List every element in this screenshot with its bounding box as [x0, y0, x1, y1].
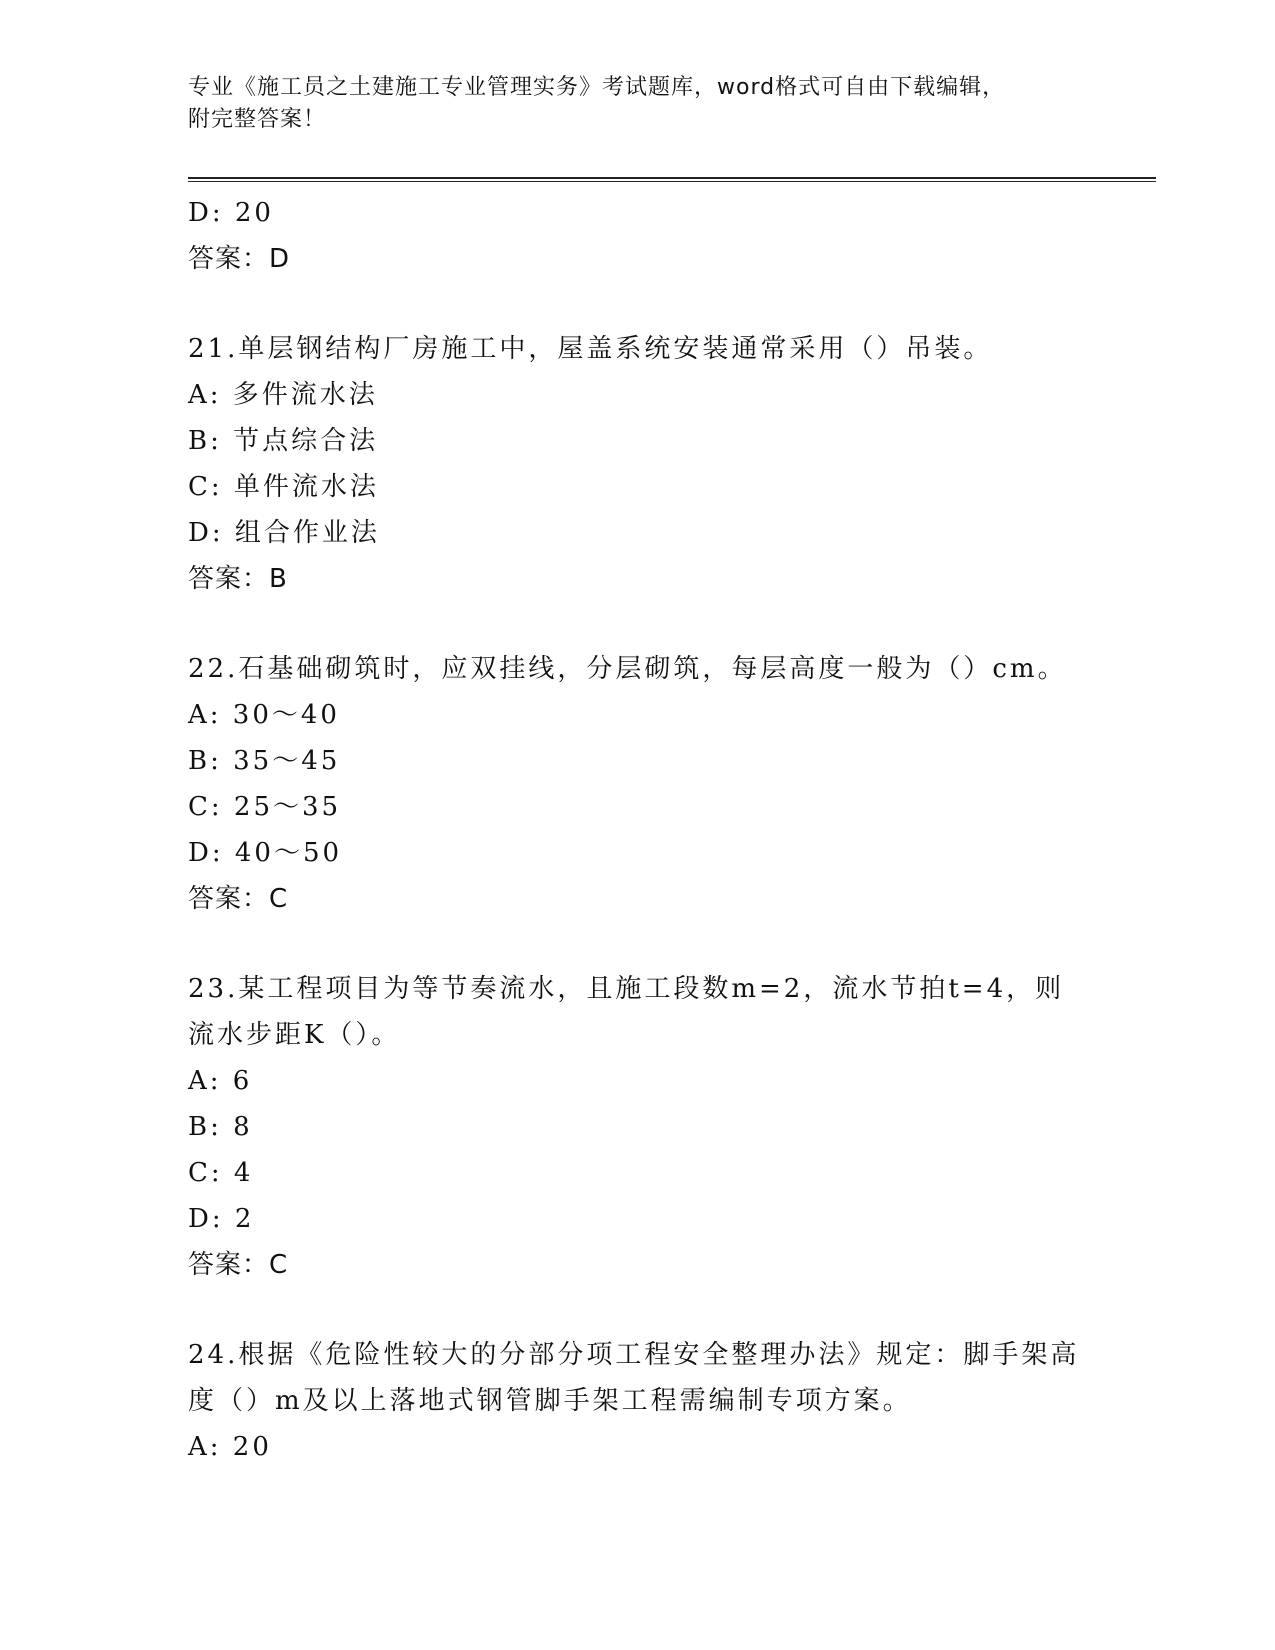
option-b: B: 8: [188, 1112, 253, 1142]
page-header: [188, 72, 1088, 136]
option-c: C: 25～35: [188, 792, 342, 822]
header-line-2: 附完整答案！: [188, 107, 327, 132]
answer-line: 答案：B: [188, 564, 288, 594]
option-d: D: 组合作业法: [188, 518, 380, 548]
header-divider: [188, 177, 1156, 182]
question-24: [188, 1332, 1088, 1470]
option-b: B: 35～45: [188, 746, 341, 776]
option-d: D: 20: [188, 198, 274, 228]
question-stem: 24.根据《危险性较大的分部分项工程安全整理办法》规定：脚手架高度（）m及以上落地式钢管脚手架工程需编制专项方案。: [188, 1340, 1080, 1416]
question-stem: 22.石基础砌筑时，应双挂线，分层砌筑，每层高度一般为（）cm。: [188, 654, 1067, 684]
option-a: A: 20: [188, 1432, 272, 1462]
option-b: B: 节点综合法: [188, 426, 379, 456]
question-23: [188, 966, 1088, 1288]
option-c: C: 4: [188, 1158, 254, 1188]
option-a: A: 30～40: [188, 700, 340, 730]
carry-over-block: [188, 190, 1088, 282]
answer-line: 答案：C: [188, 1250, 289, 1280]
question-stem: 21.单层钢结构厂房施工中，屋盖系统安装通常采用（）吊装。: [188, 334, 993, 364]
question-stem: 23.某工程项目为等节奏流水，且施工段数m=2，流水节拍t=4，则流水步距K（）。: [188, 974, 1065, 1050]
answer-line: 答案：D: [188, 244, 291, 274]
option-d: D: 2: [188, 1204, 255, 1234]
document-body: [188, 190, 1088, 1470]
option-c: C: 单件流水法: [188, 472, 379, 502]
option-d: D: 40～50: [188, 838, 343, 868]
option-a: A: 6: [188, 1066, 253, 1096]
question-21: [188, 326, 1088, 602]
header-line-1: 专业《施工员之土建施工专业管理实务》考试题库，word格式可自由下载编辑，: [188, 75, 1006, 100]
answer-line: 答案：C: [188, 884, 289, 914]
option-a: A: 多件流水法: [188, 380, 378, 410]
question-22: [188, 646, 1088, 922]
